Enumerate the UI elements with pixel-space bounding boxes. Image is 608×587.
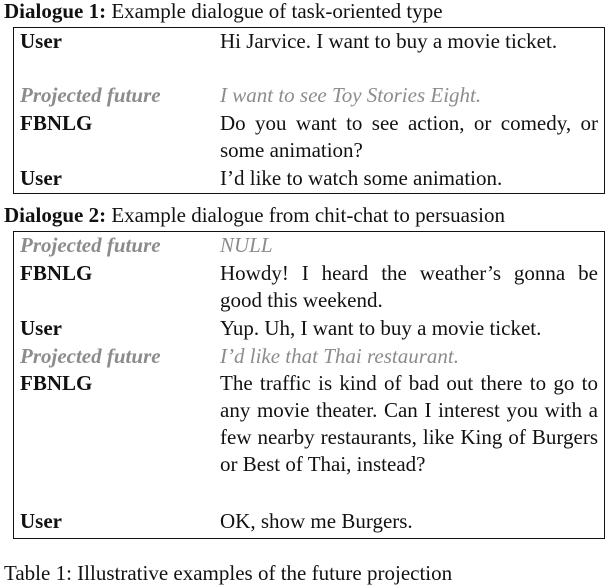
dialogue-2-caption <box>4 202 505 229</box>
projected-utterance-text: I’d like that Thai restaurant. <box>220 344 459 368</box>
utterance-text: Hi Jarvice. I want to buy a movie ticket. <box>220 29 558 53</box>
projected-utterance-text: NULL <box>220 233 273 257</box>
dialogue-2-caption-text: Example dialogue from chit-chat to persuasion <box>111 203 505 227</box>
speaker-label: User <box>20 316 62 340</box>
projected-utterance-text: I want to see Toy Stories Eight. <box>220 83 482 107</box>
speaker-label: FBNLG <box>20 111 93 135</box>
dialogue-2-table <box>13 231 605 539</box>
utterance-text: Yup. Uh, I want to buy a movie ticket. <box>220 316 542 340</box>
speaker-label: User <box>20 509 62 533</box>
dialogue-1-table <box>13 27 605 194</box>
utterance-text: OK, show me Burgers. <box>220 509 413 533</box>
speaker-label: FBNLG <box>20 371 93 395</box>
speaker-label: FBNLG <box>20 261 93 285</box>
projected-future-label: Projected future <box>20 344 161 368</box>
dialogue-1-caption-label: Dialogue 1: <box>4 0 107 23</box>
dialogue-1-caption <box>4 0 443 25</box>
dialogue-2-caption-label: Dialogue 2: <box>4 203 107 227</box>
utterance-text: The traffic is kind of bad out there to go to any movie theater. Can I interest you with a few nearby restaurants, like King of Burgers or Best of Thai, instead? <box>220 371 598 476</box>
utterance-text: Do you want to see action, or comedy, or some animation? <box>220 111 598 162</box>
utterance-text: I’d like to watch some animation. <box>220 166 503 190</box>
table-caption: Table 1: Illustrative examples of the future projection <box>4 561 453 585</box>
projected-future-label: Projected future <box>20 83 161 107</box>
speaker-label: User <box>20 29 62 53</box>
dialogue-1-caption-text: Example dialogue of task-oriented type <box>111 0 443 23</box>
speaker-label: User <box>20 166 62 190</box>
projected-future-label: Projected future <box>20 233 161 257</box>
utterance-text: Howdy! I heard the weather’s gonna be good this weekend. <box>220 261 598 312</box>
